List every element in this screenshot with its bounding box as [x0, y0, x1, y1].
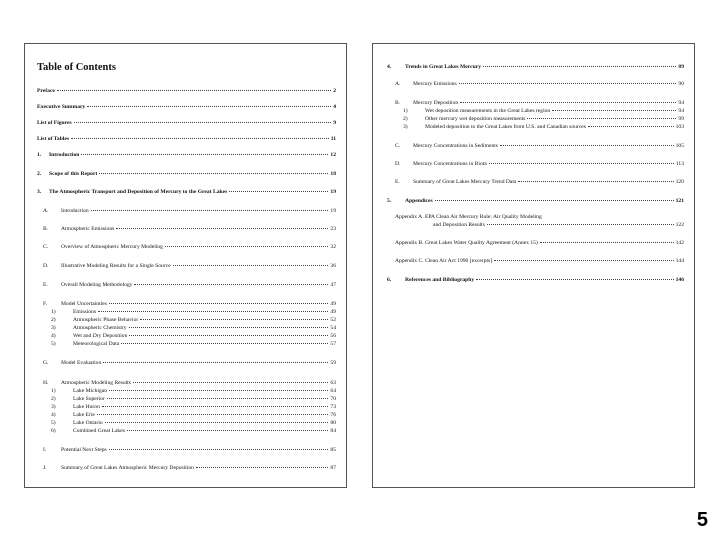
- toc-entry-page: 90: [678, 81, 684, 87]
- toc-entry-text: Potential Next Steps: [61, 447, 107, 453]
- toc-entry-number: 2): [51, 396, 56, 402]
- toc-entry-text: Mercury Emissions: [413, 81, 457, 87]
- toc-entry-text: Trends in Great Lakes Mercury: [405, 64, 482, 70]
- toc-entry-number: 1): [51, 309, 56, 315]
- toc-entry-text: Lake Superior: [73, 396, 105, 402]
- toc-entry-number: 3): [51, 404, 56, 410]
- toc-entry[interactable]: [43, 263, 336, 270]
- toc-entry[interactable]: [43, 380, 336, 387]
- toc-entry-page: 89: [678, 64, 684, 70]
- toc-entry[interactable]: [37, 171, 336, 178]
- toc-dot-leader: [57, 90, 331, 91]
- toc-page-right: [372, 43, 695, 488]
- toc-entry[interactable]: [37, 104, 336, 111]
- toc-entry[interactable]: [395, 214, 684, 221]
- toc-entry-page: 99: [678, 116, 684, 122]
- toc-entry-text: Modeled deposition to the Great Lakes from U.S. and Canadian sources: [425, 124, 586, 130]
- toc-page-left: [24, 43, 347, 488]
- toc-dot-leader: [129, 327, 329, 328]
- toc-entry-page: 9: [333, 120, 336, 126]
- toc-entry-text: Meteorological Data: [73, 341, 120, 347]
- toc-dot-leader: [109, 449, 329, 450]
- toc-entry-text: Combined Great Lakes: [73, 428, 125, 434]
- toc-entry-page: 70: [330, 396, 336, 402]
- toc-entry-page: 105: [675, 143, 684, 149]
- toc-entry[interactable]: [395, 161, 684, 168]
- toc-dot-leader: [487, 224, 674, 225]
- toc-entry-number: A.: [395, 81, 401, 87]
- toc-entry[interactable]: [395, 240, 684, 247]
- toc-dot-leader: [165, 246, 329, 247]
- toc-entry[interactable]: [43, 360, 336, 367]
- toc-entry[interactable]: [51, 428, 336, 435]
- toc-entry[interactable]: [433, 222, 684, 229]
- toc-entry-number: B.: [395, 100, 401, 106]
- toc-entry[interactable]: [51, 388, 336, 395]
- toc-entry-number: 1): [51, 388, 56, 394]
- toc-dot-leader: [103, 362, 328, 363]
- toc-entry-number: 2): [403, 116, 408, 122]
- toc-entry-page: 122: [675, 222, 684, 228]
- toc-entry[interactable]: [387, 198, 684, 205]
- toc-entry-number: C.: [395, 143, 401, 149]
- toc-dot-leader: [98, 311, 328, 312]
- toc-dot-leader: [127, 430, 329, 431]
- toc-dot-leader: [552, 110, 676, 111]
- toc-entry-text: Model Uncertainties: [61, 301, 107, 307]
- toc-dot-leader: [489, 163, 674, 164]
- toc-entry-number: F.: [43, 301, 48, 307]
- toc-entry-number: A.: [43, 208, 49, 214]
- toc-entry[interactable]: [403, 108, 684, 115]
- toc-dot-leader: [109, 390, 328, 391]
- toc-dot-leader: [459, 83, 677, 84]
- toc-entry-text: Atmospheric Phase Behavior: [73, 317, 139, 323]
- toc-entry-text: Lake Michigan: [73, 388, 108, 394]
- toc-entry[interactable]: [43, 208, 336, 215]
- toc-entry-number: 6.: [387, 277, 392, 283]
- toc-entry-page: 23: [330, 226, 336, 232]
- toc-entry-text: Wet and Dry Deposition: [73, 333, 128, 339]
- toc-entry-number: 4): [51, 333, 56, 339]
- slide-number: 5: [696, 509, 708, 531]
- toc-entry-text: Summary of Great Lakes Atmospheric Mercury Deposition: [61, 465, 194, 471]
- toc-entry-text: Lake Erie: [73, 412, 95, 418]
- toc-entry[interactable]: [403, 116, 684, 123]
- toc-entry-page: 121: [675, 198, 684, 204]
- toc-entry[interactable]: [51, 341, 336, 348]
- toc-dot-leader: [500, 145, 674, 146]
- toc-entry-number: E.: [43, 282, 48, 288]
- toc-entry-text: List of Figures: [37, 120, 72, 126]
- toc-dot-leader: [116, 228, 328, 229]
- toc-entry-number: 3.: [37, 189, 42, 195]
- toc-entry-number: 3): [403, 124, 408, 130]
- toc-dot-leader: [99, 173, 328, 174]
- toc-entry-page: 49: [330, 309, 336, 315]
- toc-entry[interactable]: [51, 325, 336, 332]
- toc-entry-page: 120: [675, 179, 684, 185]
- toc-dot-leader: [91, 210, 329, 211]
- toc-entry-text: Executive Summary: [37, 104, 86, 110]
- toc-entry-page: 19: [330, 189, 336, 195]
- toc-entry-page: 73: [330, 404, 336, 410]
- toc-entry-page: 32: [330, 244, 336, 250]
- toc-entry-text: Atmospheric Chemistry: [73, 325, 127, 331]
- toc-entry-number: 2.: [37, 171, 42, 177]
- toc-entry-page: 80: [330, 420, 336, 426]
- toc-entry-text: References and Bibliography: [405, 277, 475, 283]
- toc-dot-leader: [435, 200, 674, 201]
- toc-dot-leader: [107, 398, 329, 399]
- toc-dot-leader: [173, 265, 329, 266]
- toc-entry-number: I.: [43, 447, 47, 453]
- toc-entry-text: Atmospheric Modeling Results: [61, 380, 131, 386]
- toc-title: Table of Contents: [37, 62, 116, 73]
- toc-entry-page: 84: [330, 428, 336, 434]
- toc-dot-leader: [229, 191, 328, 192]
- toc-dot-leader: [483, 66, 676, 67]
- toc-entry-text: Mercury Deposition: [413, 100, 459, 106]
- toc-entry-page: 49: [330, 301, 336, 307]
- toc-dot-leader: [97, 414, 329, 415]
- toc-dot-leader: [134, 284, 328, 285]
- toc-entry-page: 87: [330, 465, 336, 471]
- toc-entry-page: 85: [330, 447, 336, 453]
- toc-entry[interactable]: [43, 465, 336, 472]
- toc-entry-text: Introduction: [49, 152, 80, 158]
- toc-entry-page: 47: [330, 282, 336, 288]
- toc-entry-number: 1.: [37, 152, 42, 158]
- toc-dot-leader: [121, 343, 328, 344]
- toc-entry[interactable]: [395, 81, 684, 88]
- toc-entry-text: Preface: [37, 88, 55, 94]
- toc-entry-page: 12: [330, 152, 336, 158]
- toc-entry-text: Wet deposition measurements in the Great Lakes region: [425, 108, 551, 114]
- toc-entry-page: 76: [330, 412, 336, 418]
- toc-entry-page: 142: [675, 240, 684, 246]
- toc-entry-text: Introduction: [61, 208, 89, 214]
- toc-entry-number: J.: [43, 465, 47, 471]
- toc-entry[interactable]: [387, 277, 684, 284]
- toc-entry-number: H.: [43, 380, 49, 386]
- toc-entry-number: E.: [395, 179, 400, 185]
- toc-entry[interactable]: [37, 120, 336, 127]
- toc-entry-text: Appendices: [405, 198, 433, 204]
- toc-entry-number: 3): [51, 325, 56, 331]
- toc-entry[interactable]: [403, 124, 684, 131]
- toc-entry-page: 54: [330, 325, 336, 331]
- toc-entry[interactable]: [395, 258, 684, 265]
- toc-entry-number: 1): [403, 108, 408, 114]
- toc-dot-leader: [460, 102, 676, 103]
- toc-entry-text: Appendix C. Clean Air Act 1990 [excerpts]: [395, 258, 493, 264]
- toc-entry-text: Mercury Concentrations in Biota: [413, 161, 487, 167]
- toc-entry-number: 5.: [387, 198, 392, 204]
- toc-dot-leader: [109, 303, 329, 304]
- toc-entry-text: Overall Modeling Methodology: [61, 282, 133, 288]
- toc-dot-leader: [518, 181, 673, 182]
- toc-entry-number: 4.: [387, 64, 392, 70]
- toc-entry[interactable]: [51, 420, 336, 427]
- toc-entry-number: D.: [43, 263, 49, 269]
- toc-dot-leader: [87, 106, 331, 107]
- toc-entry[interactable]: [51, 333, 336, 340]
- toc-dot-leader: [527, 118, 676, 119]
- toc-entry-number: B.: [43, 226, 49, 232]
- toc-entry-text: Illustrative Modeling Results for a Single Source: [61, 263, 171, 269]
- toc-dot-leader: [494, 260, 674, 261]
- toc-entry-number: G.: [43, 360, 49, 366]
- toc-dot-leader: [74, 122, 332, 123]
- toc-entry-page: 56: [330, 333, 336, 339]
- toc-entry-page: 11: [330, 136, 336, 142]
- toc-entry[interactable]: [51, 309, 336, 316]
- toc-entry-text: Scope of this Report: [49, 171, 98, 177]
- toc-entry-number: C.: [43, 244, 49, 250]
- toc-entry[interactable]: [43, 244, 336, 251]
- toc-entry-text: Lake Ontario: [73, 420, 103, 426]
- toc-entry-number: 2): [51, 317, 56, 323]
- toc-entry[interactable]: [37, 88, 336, 95]
- toc-entry[interactable]: [43, 447, 336, 454]
- toc-entry-text: Summary of Great Lakes Mercury Trend Data: [413, 179, 517, 185]
- toc-dot-leader: [540, 242, 674, 243]
- toc-entry-page: 59: [330, 360, 336, 366]
- toc-entry-text: Atmospheric Emissions: [61, 226, 115, 232]
- toc-entry-page: 18: [330, 171, 336, 177]
- toc-entry-page: 63: [330, 380, 336, 386]
- toc-entry[interactable]: [395, 143, 684, 150]
- toc-dot-leader: [588, 126, 674, 127]
- toc-entry-page: 103: [675, 124, 684, 130]
- toc-dot-leader: [133, 382, 328, 383]
- toc-entry-page: 57: [330, 341, 336, 347]
- toc-entry-page: 113: [675, 161, 684, 167]
- toc-entry-page: 64: [330, 388, 336, 394]
- toc-entry-text: The Atmospheric Transport and Deposition of Mercury to the Great Lakes: [49, 189, 228, 195]
- toc-entry-text: Overview of Atmospheric Mercury Modeling: [61, 244, 163, 250]
- toc-entry-number: 6): [51, 428, 56, 434]
- toc-entry[interactable]: [37, 136, 336, 143]
- toc-entry-page: 4: [333, 104, 336, 110]
- toc-entry[interactable]: [395, 100, 684, 107]
- toc-dot-leader: [476, 279, 673, 280]
- toc-entry-page: 94: [678, 108, 684, 114]
- toc-entry-text: Lake Huron: [73, 404, 100, 410]
- toc-entry-page: 36: [330, 263, 336, 269]
- toc-entry-number: D.: [395, 161, 401, 167]
- toc-entry-text: Emissions: [73, 309, 97, 315]
- toc-entry[interactable]: [51, 396, 336, 403]
- toc-dot-leader: [81, 154, 328, 155]
- toc-dot-leader: [196, 467, 328, 468]
- toc-dot-leader: [129, 335, 328, 336]
- toc-entry[interactable]: [395, 179, 684, 186]
- toc-entry[interactable]: [43, 301, 336, 308]
- toc-entry[interactable]: [37, 152, 336, 159]
- toc-entry-page: 2: [333, 88, 336, 94]
- toc-entry-page: 94: [678, 100, 684, 106]
- toc-entry[interactable]: [387, 64, 684, 71]
- toc-dot-leader: [71, 138, 329, 139]
- toc-entry-text: Other mercury wet deposition measurements: [425, 116, 526, 122]
- toc-entry-page: 144: [675, 258, 684, 264]
- toc-entry[interactable]: [37, 189, 336, 196]
- toc-dot-leader: [140, 319, 328, 320]
- toc-entry[interactable]: [51, 412, 336, 419]
- toc-entry-text: Model Evaluation: [61, 360, 102, 366]
- toc-entry[interactable]: [51, 404, 336, 411]
- toc-entry[interactable]: [51, 317, 336, 324]
- toc-entry-number: 5): [51, 341, 56, 347]
- toc-entry-page: 146: [675, 277, 684, 283]
- toc-dot-leader: [102, 406, 329, 407]
- toc-entry[interactable]: [43, 226, 336, 233]
- toc-entry-text: List of Tables: [37, 136, 70, 142]
- toc-entry-page: 52: [330, 317, 336, 323]
- toc-entry-page: 19: [330, 208, 336, 214]
- toc-entry-text: Appendix B. Great Lakes Water Quality Agreement (Annex 15): [395, 240, 538, 246]
- toc-entry-text: Appendix A. EPA Clean Air Mercury Rule: Air Quality Modeling: [395, 214, 542, 220]
- toc-entry[interactable]: [43, 282, 336, 289]
- toc-entry-text: and Deposition Results: [433, 222, 485, 228]
- toc-entry-text: Mercury Concentrations in Sediments: [413, 143, 498, 149]
- toc-dot-leader: [105, 422, 329, 423]
- toc-entry-number: 5): [51, 420, 56, 426]
- toc-entry-number: 4): [51, 412, 56, 418]
